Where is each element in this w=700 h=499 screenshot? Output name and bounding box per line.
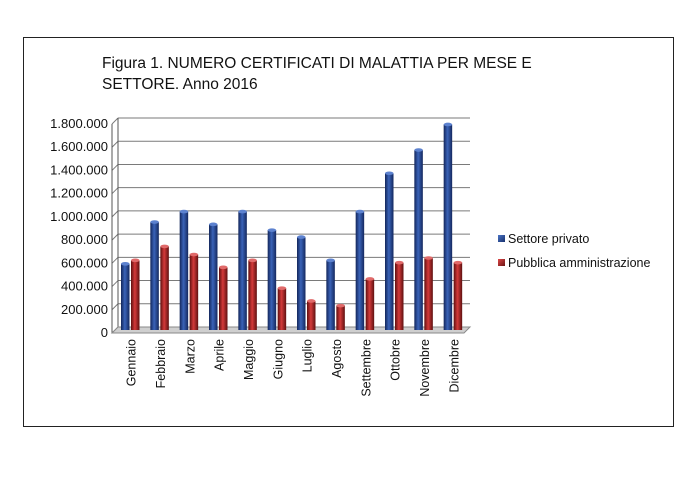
x-tick-label: Novembre xyxy=(418,339,432,397)
gridline-depth xyxy=(112,118,118,124)
bar-top xyxy=(238,210,247,214)
bar-settore-privato xyxy=(180,212,189,330)
gridline-depth xyxy=(112,211,118,217)
bar-pubblica-amministrazione xyxy=(454,263,463,330)
gridline-depth xyxy=(112,257,118,263)
legend-swatch-pubblica-amministrazione xyxy=(498,259,505,266)
y-tick-label: 1.800.000 xyxy=(50,116,108,131)
y-tick-label: 600.000 xyxy=(61,255,108,271)
gridline-depth xyxy=(112,281,118,287)
y-tick-label: 400.000 xyxy=(61,278,108,294)
bar-pubblica-amministrazione xyxy=(219,267,228,330)
y-tick-label: 1.000.000 xyxy=(50,208,108,224)
bar-settore-privato xyxy=(414,150,423,330)
bar-chart xyxy=(24,38,675,428)
bar-top xyxy=(160,245,169,249)
y-tick-label: 0 xyxy=(100,325,108,340)
bar-settore-privato xyxy=(209,224,218,330)
bar-top xyxy=(326,259,335,263)
y-tick-label: 1.200.000 xyxy=(50,185,108,201)
y-tick-label: 1.400.000 xyxy=(50,162,108,178)
bar-top xyxy=(356,210,365,214)
bar-pubblica-amministrazione xyxy=(160,246,169,330)
bar-settore-privato xyxy=(297,237,306,330)
gridline-depth xyxy=(112,164,118,170)
y-tick-label: 1.600.000 xyxy=(50,139,108,155)
bar-top xyxy=(190,253,199,257)
bar-settore-privato xyxy=(238,212,247,330)
bar-top xyxy=(385,171,394,175)
chart-title-line-2: SETTORE. Anno 2016 xyxy=(102,76,258,93)
bar-top xyxy=(297,235,306,239)
bar-pubblica-amministrazione xyxy=(190,255,199,330)
bar-top xyxy=(180,210,189,214)
bar-settore-privato xyxy=(326,260,335,330)
bars xyxy=(121,123,462,330)
bar-pubblica-amministrazione xyxy=(336,306,345,330)
bar-pubblica-amministrazione xyxy=(131,260,140,330)
bar-settore-privato xyxy=(385,173,394,330)
bar-top xyxy=(395,261,404,265)
bar-top xyxy=(248,259,256,263)
bar-top xyxy=(366,277,375,281)
bar-top xyxy=(268,228,277,232)
x-tick-label: Dicembre xyxy=(447,339,462,393)
x-tick-label: Maggio xyxy=(242,339,256,380)
x-tick-label: Ottobre xyxy=(388,339,403,381)
x-axis-ticks xyxy=(125,339,462,397)
bar-pubblica-amministrazione xyxy=(424,258,433,330)
legend-label-settore-privato: Settore privato xyxy=(508,232,590,246)
bar-top xyxy=(454,261,463,265)
bar-top xyxy=(424,256,433,260)
bar-top xyxy=(209,223,218,227)
chart-frame xyxy=(23,37,674,427)
x-tick-label: Giugno xyxy=(271,339,286,380)
bar-pubblica-amministrazione xyxy=(307,301,316,330)
gridline-depth xyxy=(112,234,118,240)
x-tick-label: Settembre xyxy=(359,339,374,397)
bar-settore-privato xyxy=(444,124,453,330)
bar-settore-privato xyxy=(121,264,130,330)
y-axis-ticks xyxy=(50,116,108,340)
bar-settore-privato xyxy=(268,230,277,330)
bar-top xyxy=(219,266,228,270)
bar-top xyxy=(444,123,453,127)
gridline-depth xyxy=(112,141,118,147)
legend xyxy=(498,232,650,270)
bar-pubblica-amministrazione xyxy=(278,288,287,330)
bar-top xyxy=(336,304,345,308)
x-tick-label: Luglio xyxy=(300,339,315,373)
bar-pubblica-amministrazione xyxy=(395,263,404,330)
gridline-depth xyxy=(112,304,118,310)
y-tick-label: 200.000 xyxy=(61,301,108,317)
x-tick-label: Febbraio xyxy=(154,339,168,389)
y-tick-label: 800.000 xyxy=(61,232,108,248)
legend-swatch-settore-privato xyxy=(498,235,505,242)
x-tick-label: Agosto xyxy=(330,339,344,378)
x-tick-label: Gennaio xyxy=(124,339,139,387)
bar-top xyxy=(150,220,159,224)
chart-title-line-1: Figura 1. NUMERO CERTIFICATI DI MALATTIA PER MESE E xyxy=(102,55,532,72)
bar-top xyxy=(414,148,423,152)
x-tick-label: Aprile xyxy=(212,339,227,371)
bar-top xyxy=(131,259,140,263)
bar-settore-privato xyxy=(150,222,159,330)
bar-pubblica-amministrazione xyxy=(248,260,256,330)
bar-settore-privato xyxy=(356,212,365,330)
bar-top xyxy=(307,299,316,303)
bar-top xyxy=(121,262,130,266)
bar-pubblica-amministrazione xyxy=(366,279,375,330)
x-tick-label: Marzo xyxy=(183,339,198,374)
legend-label-pubblica-amministrazione: Pubblica amministrazione xyxy=(508,256,651,270)
bar-top xyxy=(278,286,287,290)
gridline-depth xyxy=(112,188,118,194)
